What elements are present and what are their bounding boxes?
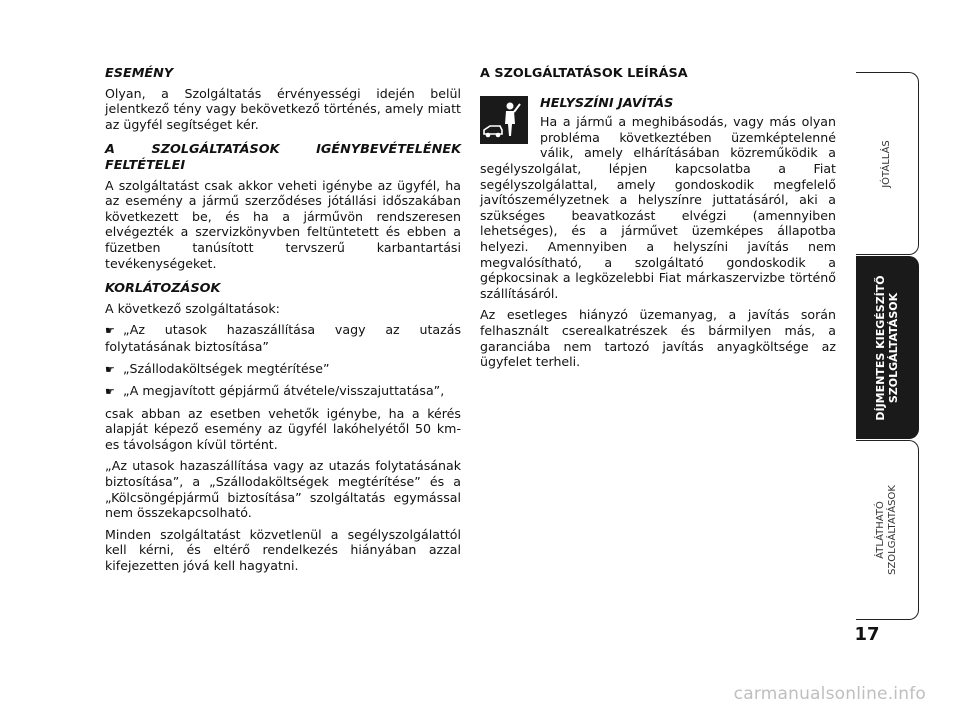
paragraph-combination: „Az utasok hazaszállítása vagy az utazás folytatásának biztosítása”, a „Szállodaköltségek megtérítése” és a „Kölcsöngépjármű biztosítása” szolgáltatás egymással nem összekapcsolható. bbox=[105, 458, 461, 521]
watermark: carmanualsonline.info bbox=[733, 684, 926, 704]
paragraph-costs: Az esetleges hiányzó üzemanyag, a javítás során felhasznált cserealkatrészek és bármilyen más, a garanciába nem tartozó javítás anyagköltsége az ügyfelet terheli. bbox=[480, 307, 836, 370]
paragraph-helyszini: Ha a jármű a meghibásodás, vagy más olyan probléma következtében üzemképtelenné válik, amely elhárításában közreműködik a segélyszolgálat, lépjen kapcsolatba a Fiat segélyszolgálattal, amely gondoskodik megfelelő javítószemélyzetnek a helyszínre juttatásáról, aki a szükséges beavatkozást elvégzi (amennyiben lehetséges), és a járművet üzemképes állapotba helyezi. Amennyiben a helyszíni javítás nem megvalósítható, a szolgáltató gondoskodik a gépkocsinak a legközelebbi Fiat márkaszervizbe történő szállításáról. bbox=[480, 114, 836, 301]
list-item: ☛ „Szállodaköltségek megtérítése” bbox=[105, 360, 330, 376]
section-title-feltetelei: A SZOLGÁLTATÁSOK IGÉNYBEVÉTELÉNEK FELTÉTELEI bbox=[105, 142, 461, 173]
list-item: ☛ „Az utasok hazaszállítása vagy az utazás folytatásának biztosítása” bbox=[105, 322, 461, 354]
paragraph-distance: csak abban az esetben vehetők igénybe, ha a kérés alapját képező esemény az ügyfél lakóhelyétől 50 km-es távolságon kívül történt. bbox=[105, 405, 461, 452]
tab-jotallas[interactable] bbox=[856, 72, 919, 255]
pointing-hand-icon: ☛ bbox=[105, 324, 115, 338]
paragraph-korlatozasok-intro: A következő szolgáltatások: bbox=[105, 300, 280, 316]
right-column bbox=[480, 66, 836, 376]
pointing-hand-icon: ☛ bbox=[105, 362, 115, 376]
tab-label: DÍJMENTES KIEGÉSZÍTŐ SZOLGÁLTATÁSOK bbox=[874, 274, 900, 421]
page-number: 17 bbox=[854, 624, 880, 645]
tab-dijmentes-szolgaltatasok[interactable] bbox=[856, 256, 919, 439]
section-title-korlatozasok: KORLÁTOZÁSOK bbox=[105, 281, 221, 297]
left-column bbox=[105, 66, 461, 580]
tab-label: ÁTLÁTHATÓ SZOLGÁLTATÁSOK bbox=[875, 485, 898, 575]
subsection-title-helyszini: HELYSZÍNI JAVÍTÁS bbox=[540, 95, 674, 111]
paragraph-feltetelei: A szolgáltatást csak akkor veheti igénybe az ügyfél, ha az esemény a jármű szerződéses jótállási időszakában következett be, és ha a járművön rendszeresen elvégezték a szervizkönyvben feltüntetett és ebben a füzetben tanúsított tervszerű karbantartási tevékenységeket. bbox=[105, 177, 461, 271]
paragraph-esemeny: Olyan, a Szolgáltatás érvényességi idején belül jelentkező tény vagy bekövetkező történés, amely miatt az ügyfél segítséget kér. bbox=[105, 85, 461, 132]
pointing-hand-icon: ☛ bbox=[105, 385, 115, 399]
tab-label: JÓTÁLLÁS bbox=[881, 139, 892, 188]
section-title-leirasa: A SZOLGÁLTATÁSOK LEÍRÁSA bbox=[480, 66, 688, 81]
list-item: ☛ „A megjavított gépjármű átvétele/visszajuttatása”, bbox=[105, 383, 445, 399]
roadside-repair-icon bbox=[480, 96, 528, 144]
paragraph-request: Minden szolgáltatást közvetlenül a segélyszolgálattól kell kérni, és eltérő rendelkezés hiányában azzal kifejezetten jóvá kell hagyatni. bbox=[105, 526, 461, 574]
section-title-esemeny: ESEMÉNY bbox=[105, 66, 174, 81]
tab-atlathato-szolgaltatasok[interactable] bbox=[856, 440, 919, 620]
